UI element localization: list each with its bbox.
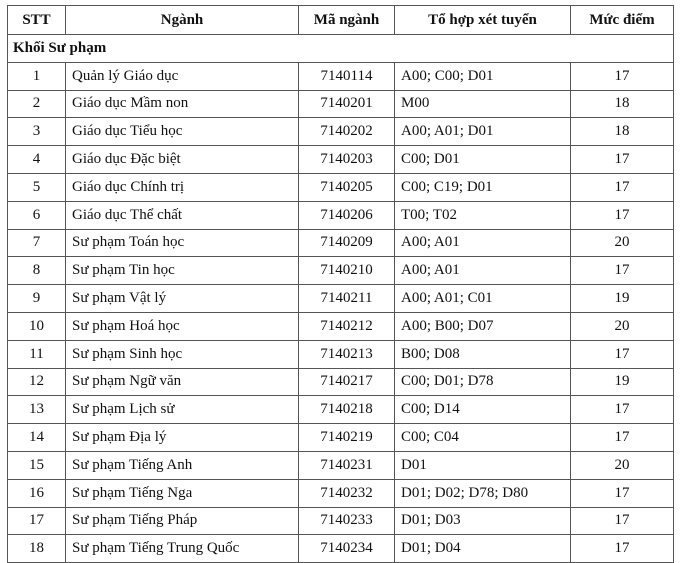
cell-to-hop: A00; A01; C01 — [395, 285, 571, 313]
table-row — [8, 340, 674, 368]
cell-stt: 3 — [8, 118, 66, 146]
table-row — [8, 229, 674, 257]
cell-nganh: Sư phạm Ngữ văn — [66, 368, 299, 396]
cell-stt: 1 — [8, 62, 66, 90]
cell-to-hop: C00; C19; D01 — [395, 173, 571, 201]
cell-muc-diem: 17 — [571, 535, 674, 563]
cell-stt: 15 — [8, 451, 66, 479]
cell-to-hop: A00; A01 — [395, 257, 571, 285]
cell-ma-nganh: 7140234 — [299, 535, 395, 563]
cell-ma-nganh: 7140213 — [299, 340, 395, 368]
cell-nganh: Sư phạm Tiếng Trung Quốc — [66, 535, 299, 563]
cell-stt: 10 — [8, 312, 66, 340]
cell-muc-diem: 17 — [571, 479, 674, 507]
admission-score-table — [7, 5, 674, 563]
cell-to-hop: A00; C00; D01 — [395, 62, 571, 90]
table-row — [8, 312, 674, 340]
cell-to-hop: C00; D01; D78 — [395, 368, 571, 396]
group-row — [8, 35, 674, 63]
cell-to-hop: A00; A01; D01 — [395, 118, 571, 146]
cell-nganh: Sư phạm Hoá học — [66, 312, 299, 340]
cell-muc-diem: 17 — [571, 201, 674, 229]
cell-ma-nganh: 7140212 — [299, 312, 395, 340]
cell-muc-diem: 19 — [571, 368, 674, 396]
table-row — [8, 451, 674, 479]
cell-to-hop: C00; D01 — [395, 146, 571, 174]
cell-ma-nganh: 7140233 — [299, 507, 395, 535]
cell-to-hop: M00 — [395, 90, 571, 118]
cell-nganh: Sư phạm Địa lý — [66, 424, 299, 452]
header-muc-diem: Mức điểm — [571, 6, 674, 35]
cell-ma-nganh: 7140231 — [299, 451, 395, 479]
cell-muc-diem: 20 — [571, 229, 674, 257]
group-label: Khối Sư phạm — [8, 35, 674, 63]
cell-stt: 4 — [8, 146, 66, 174]
cell-to-hop: D01; D02; D78; D80 — [395, 479, 571, 507]
cell-ma-nganh: 7140232 — [299, 479, 395, 507]
table-row — [8, 479, 674, 507]
cell-muc-diem: 20 — [571, 451, 674, 479]
cell-stt: 12 — [8, 368, 66, 396]
cell-to-hop: C00; C04 — [395, 424, 571, 452]
header-nganh: Ngành — [66, 6, 299, 35]
table-body — [8, 35, 674, 563]
cell-to-hop: D01; D04 — [395, 535, 571, 563]
cell-muc-diem: 17 — [571, 146, 674, 174]
cell-muc-diem: 17 — [571, 424, 674, 452]
cell-ma-nganh: 7140218 — [299, 396, 395, 424]
table-row — [8, 396, 674, 424]
cell-nganh: Giáo dục Tiểu học — [66, 118, 299, 146]
cell-nganh: Quản lý Giáo dục — [66, 62, 299, 90]
table-row — [8, 424, 674, 452]
cell-nganh: Giáo dục Đặc biệt — [66, 146, 299, 174]
cell-ma-nganh: 7140219 — [299, 424, 395, 452]
cell-ma-nganh: 7140202 — [299, 118, 395, 146]
header-stt: STT — [8, 6, 66, 35]
cell-muc-diem: 18 — [571, 90, 674, 118]
cell-stt: 5 — [8, 173, 66, 201]
cell-muc-diem: 17 — [571, 507, 674, 535]
cell-ma-nganh: 7140217 — [299, 368, 395, 396]
cell-nganh: Giáo dục Thể chất — [66, 201, 299, 229]
cell-nganh: Sư phạm Tin học — [66, 257, 299, 285]
cell-stt: 2 — [8, 90, 66, 118]
cell-stt: 9 — [8, 285, 66, 313]
cell-nganh: Giáo dục Chính trị — [66, 173, 299, 201]
cell-to-hop: B00; D08 — [395, 340, 571, 368]
cell-nganh: Sư phạm Lịch sử — [66, 396, 299, 424]
cell-stt: 11 — [8, 340, 66, 368]
table-row — [8, 90, 674, 118]
cell-nganh: Sư phạm Toán học — [66, 229, 299, 257]
cell-to-hop: D01; D03 — [395, 507, 571, 535]
cell-stt: 8 — [8, 257, 66, 285]
cell-nganh: Sư phạm Tiếng Pháp — [66, 507, 299, 535]
header-row — [8, 6, 674, 35]
table-row — [8, 201, 674, 229]
header-to-hop: Tổ hợp xét tuyển — [395, 6, 571, 35]
cell-stt: 16 — [8, 479, 66, 507]
cell-to-hop: C00; D14 — [395, 396, 571, 424]
table-row — [8, 535, 674, 563]
cell-muc-diem: 17 — [571, 396, 674, 424]
cell-stt: 18 — [8, 535, 66, 563]
cell-nganh: Sư phạm Tiếng Anh — [66, 451, 299, 479]
table-row — [8, 118, 674, 146]
table-row — [8, 507, 674, 535]
cell-nganh: Sư phạm Sinh học — [66, 340, 299, 368]
cell-stt: 14 — [8, 424, 66, 452]
cell-muc-diem: 18 — [571, 118, 674, 146]
cell-ma-nganh: 7140211 — [299, 285, 395, 313]
table-row — [8, 62, 674, 90]
cell-nganh: Sư phạm Tiếng Nga — [66, 479, 299, 507]
cell-stt: 6 — [8, 201, 66, 229]
cell-stt: 17 — [8, 507, 66, 535]
cell-to-hop: A00; A01 — [395, 229, 571, 257]
cell-stt: 7 — [8, 229, 66, 257]
table-row — [8, 146, 674, 174]
cell-to-hop: D01 — [395, 451, 571, 479]
cell-muc-diem: 17 — [571, 340, 674, 368]
cell-ma-nganh: 7140114 — [299, 62, 395, 90]
cell-muc-diem: 17 — [571, 173, 674, 201]
cell-muc-diem: 20 — [571, 312, 674, 340]
header-ma-nganh: Mã ngành — [299, 6, 395, 35]
cell-ma-nganh: 7140206 — [299, 201, 395, 229]
table-row — [8, 368, 674, 396]
cell-ma-nganh: 7140209 — [299, 229, 395, 257]
cell-ma-nganh: 7140201 — [299, 90, 395, 118]
cell-muc-diem: 19 — [571, 285, 674, 313]
cell-ma-nganh: 7140210 — [299, 257, 395, 285]
cell-to-hop: A00; B00; D07 — [395, 312, 571, 340]
table-row — [8, 257, 674, 285]
cell-nganh: Giáo dục Mầm non — [66, 90, 299, 118]
table-row — [8, 173, 674, 201]
cell-stt: 13 — [8, 396, 66, 424]
cell-muc-diem: 17 — [571, 62, 674, 90]
cell-to-hop: T00; T02 — [395, 201, 571, 229]
cell-nganh: Sư phạm Vật lý — [66, 285, 299, 313]
cell-ma-nganh: 7140203 — [299, 146, 395, 174]
table-row — [8, 285, 674, 313]
cell-ma-nganh: 7140205 — [299, 173, 395, 201]
cell-muc-diem: 17 — [571, 257, 674, 285]
